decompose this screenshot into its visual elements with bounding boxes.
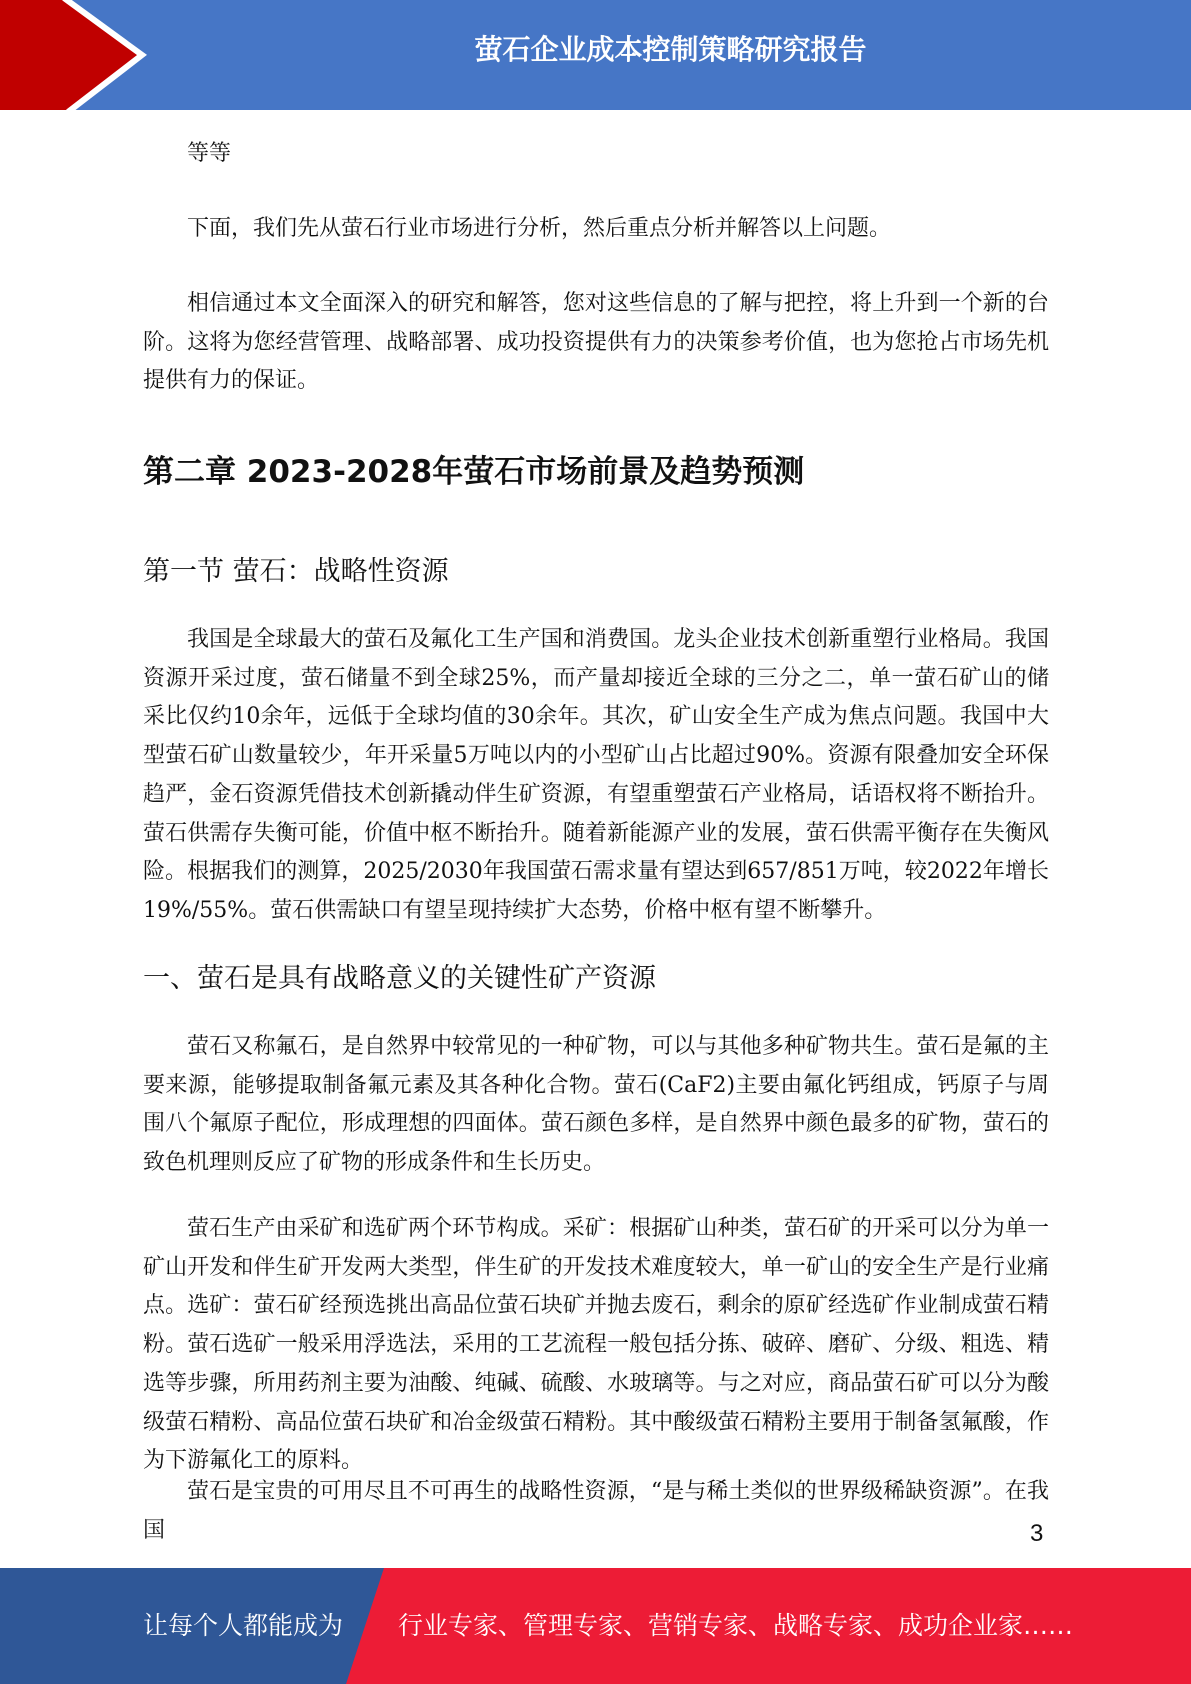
intro — [143, 285, 1049, 401]
page-number: 3 — [1030, 1520, 1044, 1547]
intro — [143, 210, 1049, 249]
subsection-body — [143, 1210, 1049, 1481]
subsection-body — [143, 1028, 1049, 1183]
paragraph: 萤石是宝贵的可用尽且不可再生的战略性资源，“是与稀土类似的世界级稀缺资源”。在我国 — [143, 1479, 1049, 1543]
paragraph: 萤石生产由采矿和选矿两个环节构成。采矿：根据矿山种类，萤石矿的开采可以分为单一矿山开发和伴生矿开发两大类型，伴生矿的开发技术难度较大，单一矿山的安全生产是行业痛点。选矿：萤石矿经预选挑出高品位萤石块矿并抛去废石，剩余的原矿经选矿作业制成萤石精粉。萤石选矿一般采用浮选法，采用的工艺流程一般包括分拣、破碎、磨矿、分级、粗选、精选等步骤，所用药剂主要为油酸、纯碱、硫酸、水玻璃等。与之对应，商品萤石矿可以分为酸级萤石精粉、高品位萤石块矿和冶金级萤石精粉。其中酸级萤石精粉主要用于制备氢氟酸，作为下游氟化工的原料。 — [143, 1216, 1049, 1474]
subsection-body — [143, 1473, 1049, 1550]
paragraph: 下面，我们先从萤石行业市场进行分析，然后重点分析并解答以上问题。 — [187, 216, 892, 241]
paragraph: 等等 — [187, 141, 232, 166]
report-title: 萤石企业成本控制策略研究报告 — [474, 33, 867, 66]
footer-slogan-right: 行业专家、管理专家、营销专家、战略专家、成功企业家…… — [398, 1611, 1074, 1640]
section-heading: 第一节 萤石：战略性资源 — [143, 556, 449, 587]
chapter-heading: 第二章 2023-2028年萤石市场前景及趋势预测 — [143, 454, 805, 490]
section-body — [143, 621, 1049, 931]
page-header — [0, 0, 1191, 110]
page-footer — [0, 1568, 1191, 1684]
subsection-heading: 一、萤石是具有战略意义的关键性矿产资源 — [143, 963, 656, 994]
footer-slogan-left: 让每个人都能成为 — [143, 1611, 344, 1640]
paragraph: 相信通过本文全面深入的研究和解答，您对这些信息的了解与把控，将上升到一个新的台阶。这将为您经营管理、战略部署、成功投资提供有力的决策参考价值，也为您抢占市场先机提供有力的保证。 — [143, 291, 1049, 394]
paragraph: 我国是全球最大的萤石及氟化工生产国和消费国。龙头企业技术创新重塑行业格局。我国资源开采过度，萤石储量不到全球25%，而产量却接近全球的三分之二，单一萤石矿山的储采比仅约10余年，远低于全球均值的30余年。其次，矿山安全生产成为焦点问题。我国中大型萤石矿山数量较少，年开采量5万吨以内的小型矿山占比超过90%。资源有限叠加安全环保趋严，金石资源凭借技术创新撬动伴生矿资源，有望重塑萤石产业格局，话语权将不断抬升。萤石供需存失衡可能，价值中枢不断抬升。随着新能源产业的发展，萤石供需平衡存在失衡风险。根据我们的测算，2025/2030年我国萤石需求量有望达到657/851万吨，较2022年增长19%/55%。萤石供需缺口有望呈现持续扩大态势，价格中枢有望不断攀升。 — [143, 627, 1049, 923]
intro — [143, 135, 1049, 174]
paragraph: 萤石又称氟石，是自然界中较常见的一种矿物，可以与其他多种矿物共生。萤石是氟的主要来源，能够提取制备氟元素及其各种化合物。萤石(CaF2)主要由氟化钙组成，钙原子与周围八个氟原子配位，形成理想的四面体。萤石颜色多样，是自然界中颜色最多的矿物，萤石的致色机理则反应了矿物的形成条件和生长历史。 — [143, 1034, 1049, 1176]
